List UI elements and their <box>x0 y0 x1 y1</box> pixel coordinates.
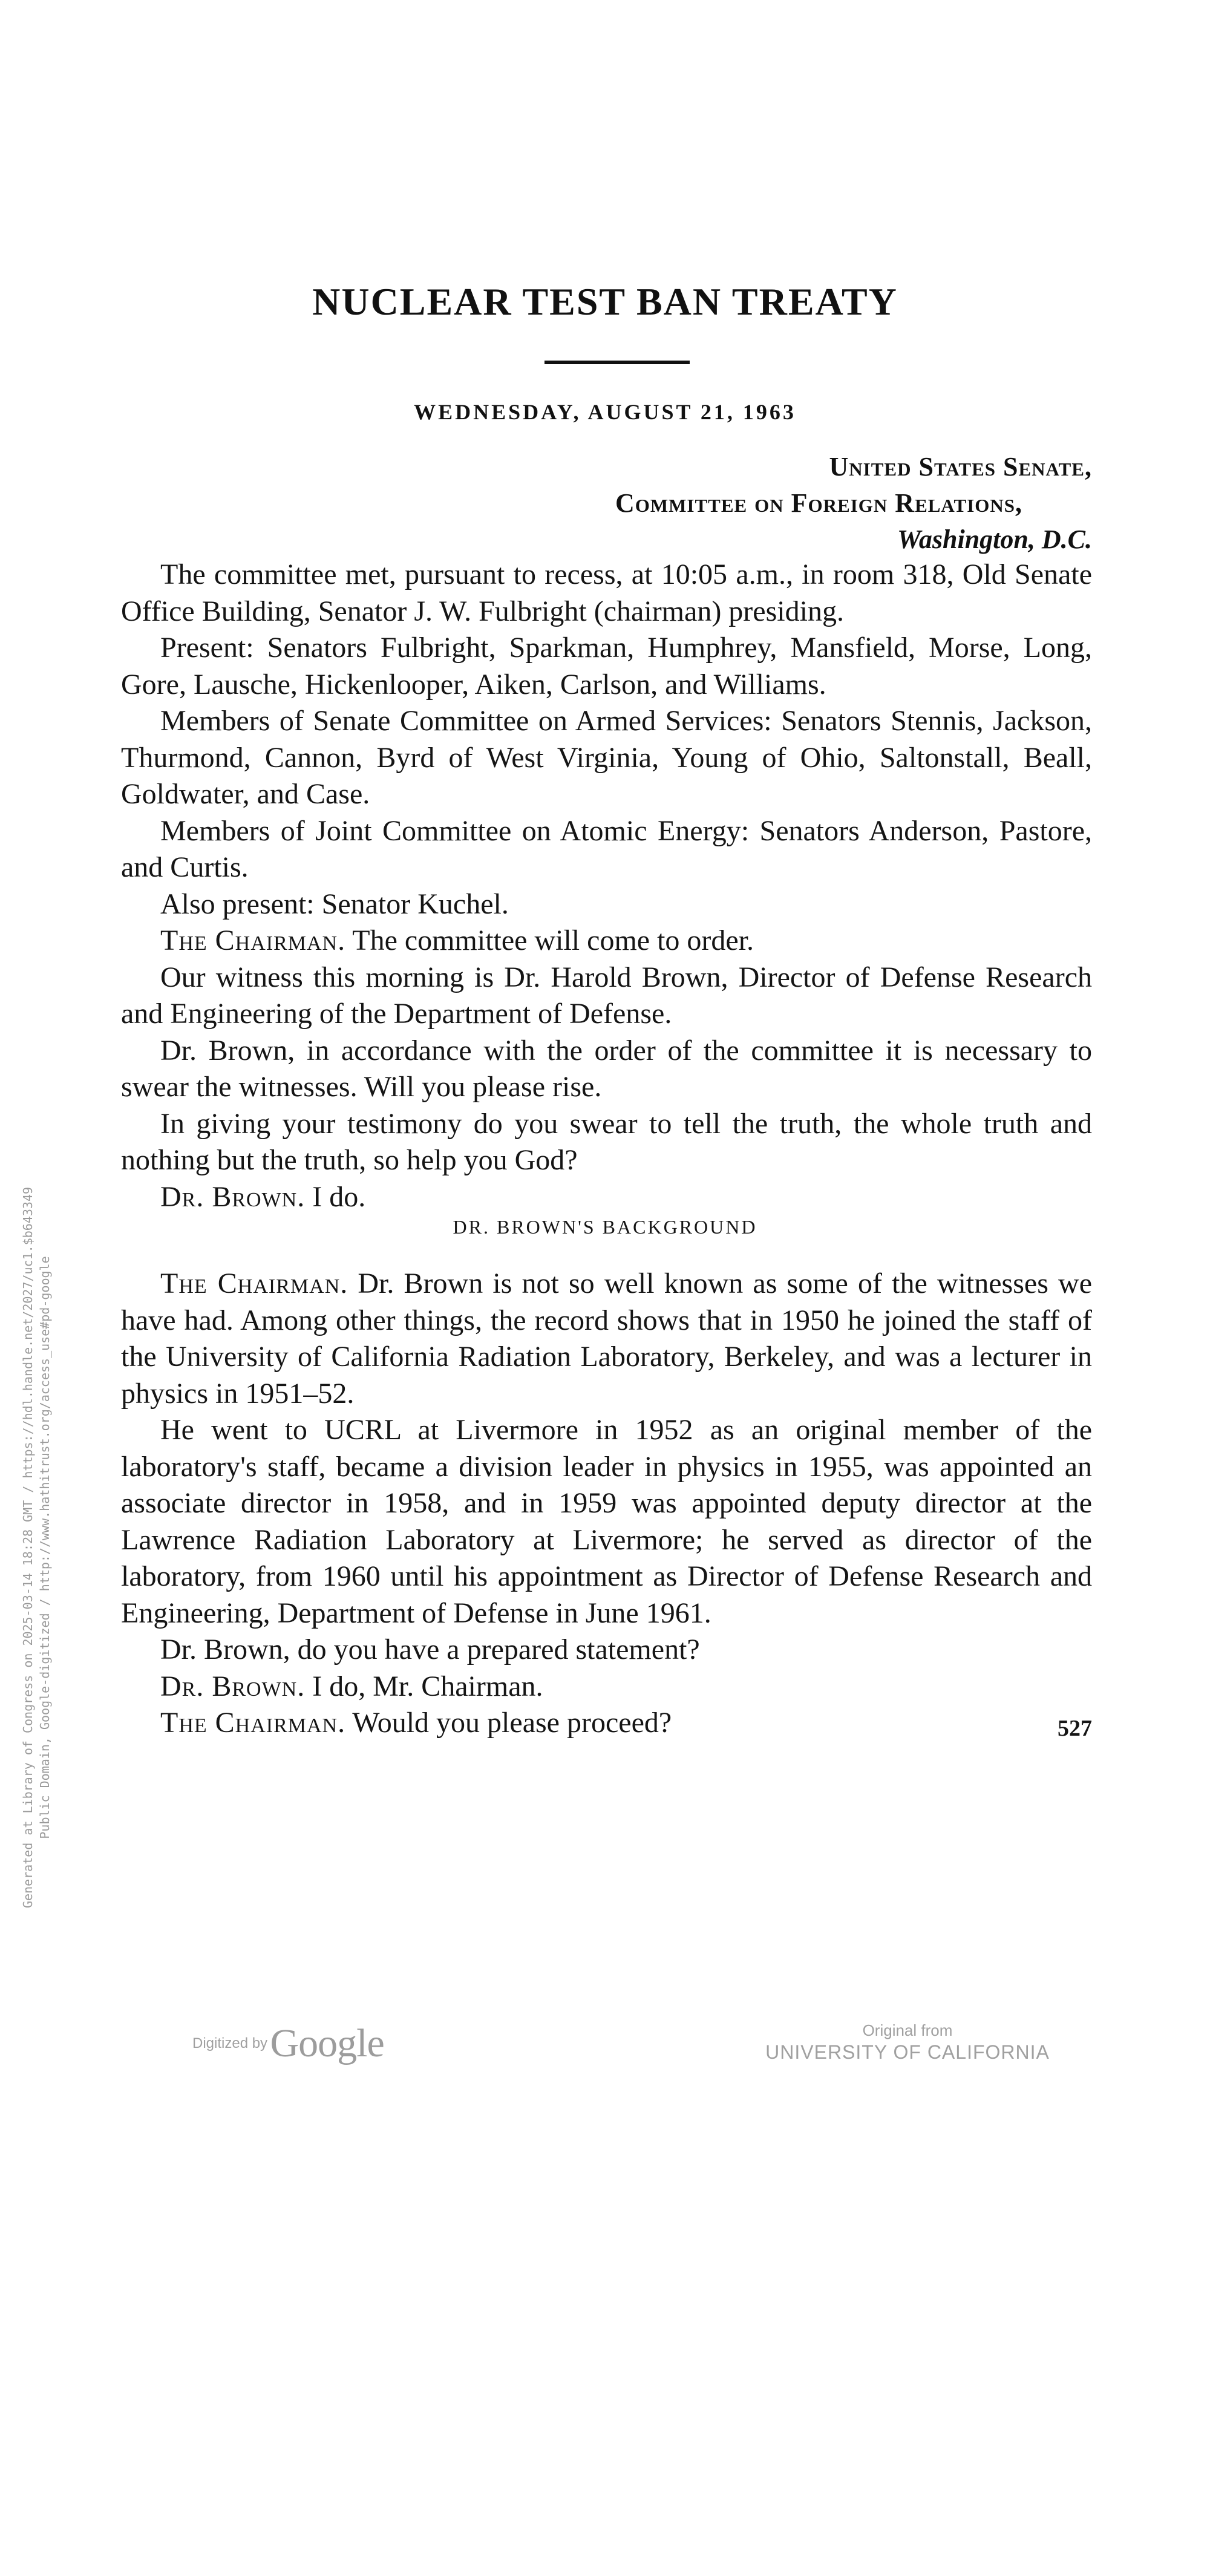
digitized-label: Digitized by <box>192 2035 268 2051</box>
page-title: NUCLEAR TEST BAN TREATY <box>312 280 898 323</box>
dialogue-line <box>121 959 1092 1033</box>
paragraph: Members of Joint Committee on Atomic Energy: Senators Anderson, Pastore, and Curtis. <box>121 814 1092 883</box>
side-watermark <box>19 519 53 2576</box>
paragraph: Members of Senate Committee on Armed Services: Senators Stennis, Jackson, Thurmond, Cannon, Byrd of West Virginia, Young of Ohio, Saltonstall, Beall, Goldwater, and Case. <box>121 705 1092 810</box>
page-number: 527 <box>1058 1716 1092 1741</box>
speaker-label: Dr. Brown. <box>160 1180 306 1213</box>
google-logo: Google <box>270 2021 384 2065</box>
dialogue-line <box>121 1266 1092 1412</box>
proceedings-text <box>121 557 1092 1215</box>
speaker-label: The Chairman. <box>160 1267 348 1299</box>
institution-name: UNIVERSITY OF CALIFORNIA <box>765 2041 1050 2063</box>
original-from <box>756 2021 1059 2064</box>
dialogue-text: The committee will come to order. <box>352 924 754 956</box>
dialogue-text: Dr. Brown is not so well known as some of the witnesses we have had. Among other things, the record shows that in 1950 he joined the staff of the University of California Radiation Laboratory, Berkeley, and was a lecturer in physics in 1951–52. <box>121 1267 1093 1410</box>
paragraph: Also present: Senator Kuchel. <box>160 888 509 920</box>
hearing-date: WEDNESDAY, AUGUST 21, 1963 <box>414 400 796 424</box>
dialogue-text: Would you please proceed? <box>352 1707 672 1739</box>
venue-block <box>0 449 1092 558</box>
venue-committee: Committee on Foreign Relations, <box>615 488 1022 518</box>
dialogue-line <box>121 923 1092 959</box>
paragraph: Present: Senators Fulbright, Sparkman, Humphrey, Mansfield, Morse, Long, Gore, Lausche, Hickenlooper, Aiken, Carlson, and Williams. <box>121 632 1092 701</box>
digitized-by-google <box>192 2021 384 2067</box>
dialogue-text: I do, Mr. Chairman. <box>312 1670 543 1702</box>
venue-place: Washington, D.C. <box>897 525 1092 554</box>
watermark-line: Generated at Library of Congress on 2025-03-14 18:28 GMT / https://hdl.handle.net/2027/uc1.$b643349 <box>21 1186 35 1909</box>
dialogue-line <box>121 1705 1092 1742</box>
dialogue-text: Dr. Brown, do you have a prepared statement? <box>160 1633 700 1666</box>
dialogue-line <box>121 1033 1092 1106</box>
venue-senate: United States Senate, <box>829 452 1092 482</box>
watermark-line: Public Domain, Google-digitized / http://www.hathitrust.org/access_use#pd-google <box>38 1256 52 1839</box>
section-heading: DR. BROWN'S BACKGROUND <box>453 1216 757 1238</box>
dialogue-line <box>121 1106 1092 1179</box>
dialogue-text: In giving your testimony do you swear to tell the truth, the whole truth and nothing but the truth, so help you God? <box>121 1107 1092 1176</box>
dialogue-line <box>121 1412 1092 1632</box>
speaker-label: The Chairman. <box>160 924 346 956</box>
dialogue-line <box>121 1669 1092 1705</box>
dialogue-text: Dr. Brown, in accordance with the order of the committee it is necessary to swear the witnesses. Will you please rise. <box>121 1034 1092 1103</box>
speaker-label: The Chairman. <box>160 1707 346 1739</box>
dialogue-line <box>121 1179 1092 1216</box>
dialogue-text: I do. <box>312 1180 366 1213</box>
dialogue-text: He went to UCRL at Livermore in 1952 as an original member of the laboratory's staff, became a division leader in physics in 1955, was appointed an associate director in 1958, and in 1959 was appointed deputy director at the Lawrence Radiation Laboratory at Livermore; he served as director of the laboratory, from 1960 until his appointment as Director of Defense Research and Engineering, Department of Defense in June 1961. <box>121 1414 1092 1629</box>
dialogue-line <box>121 1632 1092 1669</box>
speaker-label: Dr. Brown. <box>160 1670 306 1702</box>
paragraph: The committee met, pursuant to recess, at 10:05 a.m., in room 318, Old Senate Office Building, Senator J. W. Fulbright (chairman) presiding. <box>121 558 1092 627</box>
dialogue-text: Our witness this morning is Dr. Harold Brown, Director of Defense Research and Engineering of the Department of Defense. <box>121 961 1092 1030</box>
background-text <box>121 1266 1092 1742</box>
original-from-label: Original from <box>862 2021 953 2039</box>
title-rule <box>544 361 690 364</box>
